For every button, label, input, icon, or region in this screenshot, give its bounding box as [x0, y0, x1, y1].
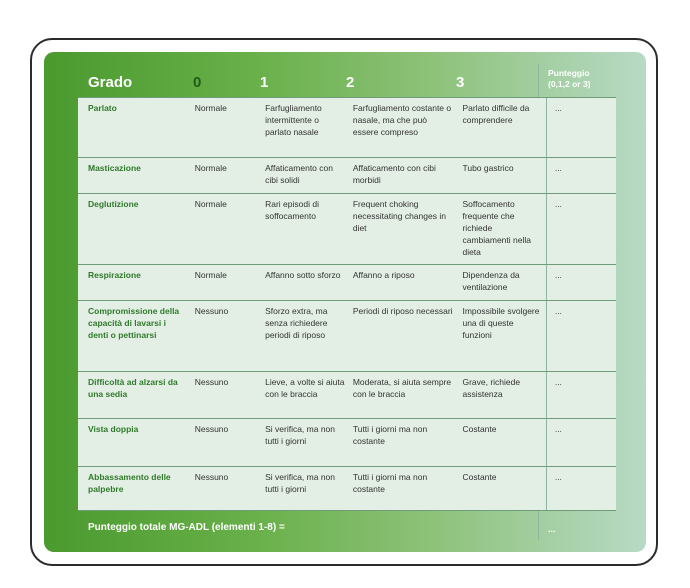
cell-score[interactable]: ...	[546, 301, 616, 372]
cell-score[interactable]: ...	[546, 372, 616, 419]
header-col-0: 0	[193, 74, 202, 91]
cell-grade-0: Nessuno	[185, 467, 259, 511]
cell-score[interactable]: ...	[546, 98, 616, 158]
table-row	[78, 98, 616, 158]
row-name: Vista doppia	[78, 419, 185, 467]
table-row	[78, 419, 616, 467]
cell-grade-1: Si verifica, ma non tutti i giorni	[259, 419, 349, 467]
cell-grade-3: Impossibile svolgere una di queste funzioni	[458, 301, 546, 372]
cell-grade-3: Grave, richiede assistenza	[458, 372, 546, 419]
table-row	[78, 194, 616, 265]
cell-score[interactable]: ...	[546, 265, 616, 301]
cell-grade-1: Lieve, a volte si aiuta con le braccia	[259, 372, 349, 419]
table-row	[78, 265, 616, 301]
table-row	[78, 372, 616, 419]
header-col-3: 3	[456, 74, 465, 91]
cell-grade-1: Rari episodi di soffocamento	[259, 194, 349, 265]
total-score-value[interactable]: ...	[548, 524, 556, 534]
table-row	[78, 301, 616, 372]
cell-grade-2: Periodi di riposo necessari	[349, 301, 459, 372]
cell-score[interactable]: ...	[546, 194, 616, 265]
cell-grade-2: Tutti i giorni ma non costante	[349, 419, 459, 467]
cell-grade-0: Nessuno	[185, 372, 259, 419]
cell-grade-2: Farfugliamento costante o nasale, ma che può essere compreso	[349, 98, 459, 158]
cell-score[interactable]: ...	[546, 158, 616, 194]
cell-grade-3: Costante	[458, 467, 546, 511]
cell-grade-2: Affaticamento con cibi morbidi	[349, 158, 459, 194]
table-row	[78, 467, 616, 511]
cell-grade-0: Normale	[185, 194, 259, 265]
table-row	[78, 158, 616, 194]
cell-grade-3: Costante	[458, 419, 546, 467]
cell-grade-2: Frequent choking necessitating changes in diet	[349, 194, 459, 265]
header-col-2: 2	[346, 74, 355, 91]
cell-score[interactable]: ...	[546, 467, 616, 511]
cell-grade-1: Affanno sotto sforzo	[259, 265, 349, 301]
row-name: Compromissione della capacità di lavarsi i denti o pettinarsi	[78, 301, 185, 372]
cell-grade-1: Si verifica, ma non tutti i giorni	[259, 467, 349, 511]
row-name: Respirazione	[78, 265, 185, 301]
cell-grade-1: Sforzo extra, ma senza richiedere periodi di riposo	[259, 301, 349, 372]
cell-grade-0: Normale	[185, 98, 259, 158]
cell-grade-0: Nessuno	[185, 419, 259, 467]
header-punteggio-line2: (0,1,2 or 3)	[548, 79, 591, 89]
cell-grade-3: Parlato difficile da comprendere	[458, 98, 546, 158]
cell-grade-3: Dipendenza da ventilazione	[458, 265, 546, 301]
cell-grade-0: Nessuno	[185, 301, 259, 372]
header-punteggio	[548, 68, 618, 90]
header-col-1: 1	[260, 74, 269, 91]
cell-grade-2: Tutti i giorni ma non costante	[349, 467, 459, 511]
cell-grade-2: Affanno a riposo	[349, 265, 459, 301]
total-score-label: Punteggio totale MG-ADL (elementi 1-8) =	[88, 522, 285, 533]
cell-grade-3: Soffocamento frequente che richiede cambiamenti nella dieta	[458, 194, 546, 265]
cell-score[interactable]: ...	[546, 419, 616, 467]
row-name: Masticazione	[78, 158, 185, 194]
row-name: Parlato	[78, 98, 185, 158]
cell-grade-2: Moderata, si aiuta sempre con le braccia	[349, 372, 459, 419]
cell-grade-0: Normale	[185, 265, 259, 301]
table-header	[44, 52, 646, 96]
mg-adl-card	[44, 52, 646, 552]
row-name: Abbassamento delle palpebre	[78, 467, 185, 511]
header-punteggio-line1: Punteggio	[548, 68, 590, 78]
row-name: Deglutizione	[78, 194, 185, 265]
row-name: Difficoltà ad alzarsi da una sedia	[78, 372, 185, 419]
mg-adl-table	[78, 97, 616, 511]
cell-grade-1: Affaticamento con cibi solidi	[259, 158, 349, 194]
header-grado: Grado	[88, 74, 133, 91]
cell-grade-1: Farfugliamento intermittente o parlato nasale	[259, 98, 349, 158]
cell-grade-3: Tubo gastrico	[458, 158, 546, 194]
cell-grade-0: Normale	[185, 158, 259, 194]
